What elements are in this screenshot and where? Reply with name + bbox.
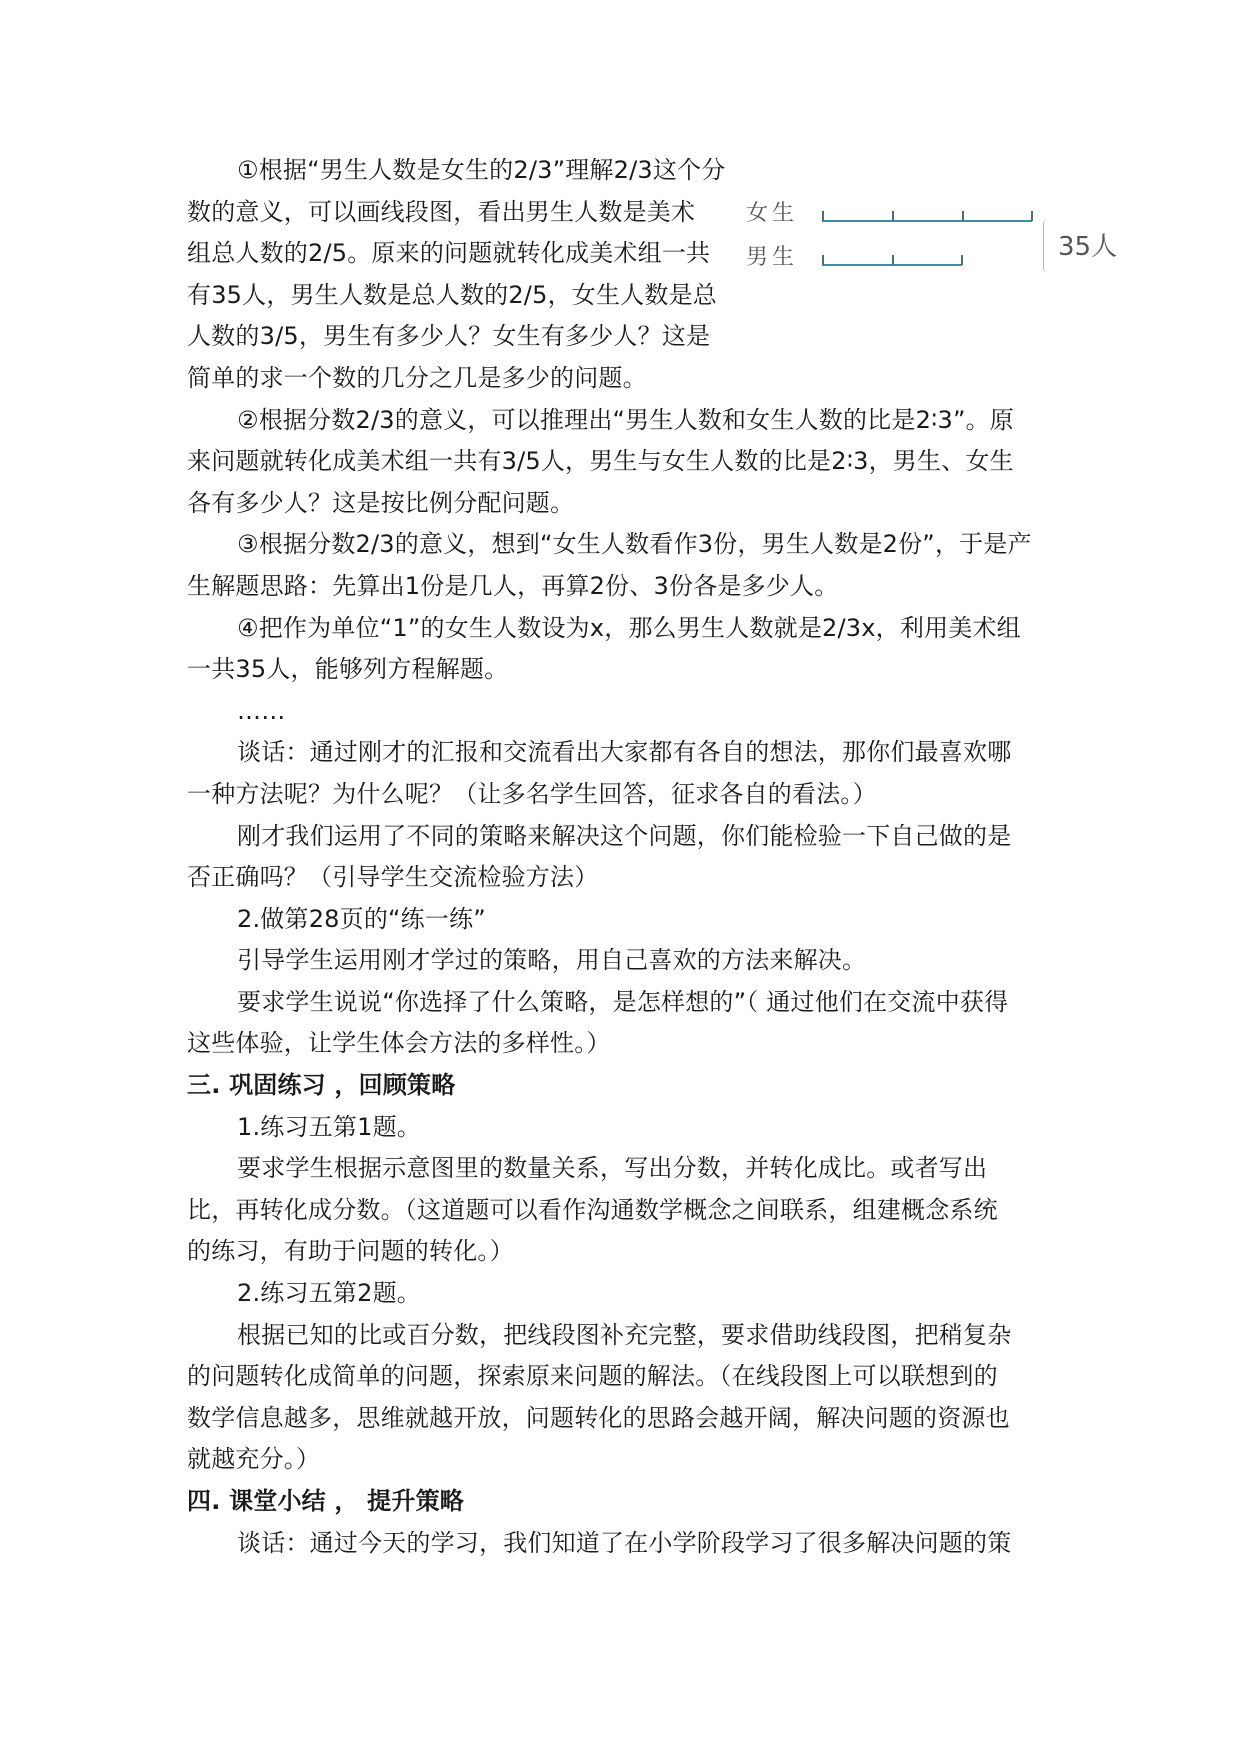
text-line: 2.练习五第2题。 [237, 1279, 421, 1308]
text-line: 1.练习五第1题。 [237, 1112, 421, 1141]
text-line: 刚才我们运用了不同的策略来解决这个问题，你们能检验一下自己做的是 [237, 821, 1012, 850]
text-line: 否正确吗？（引导学生交流检验方法） [187, 863, 599, 892]
text-line: 这些体验，让学生体会方法的多样性。） [187, 1029, 611, 1058]
text-line: 引导学生运用刚才学过的策略，用自己喜欢的方法来解决。 [237, 946, 867, 975]
text-line: ④把作为单位“1”的女生人数设为x，那么男生人数就是2/3x，利用美术组 [237, 613, 1021, 642]
girls-label: 女生 [746, 201, 799, 226]
text-line: 谈话：通过刚才的汇报和交流看出大家都有各自的想法，那你们最喜欢哪 [237, 738, 1012, 767]
text-line: 人数的3/5，男生有多少人？女生有多少人？这是 [187, 322, 711, 351]
text-line: 来问题就转化成美术组一共有3/5人，男生与女生人数的比是2∶3，男生、女生 [187, 447, 1014, 476]
text-line: 就越充分。） [187, 1445, 321, 1474]
text-line: 一共35人，能够列方程解题。 [187, 655, 509, 684]
text-line: 谈话：通过今天的学习，我们知道了在小学阶段学习了很多解决问题的策 [237, 1528, 1012, 1557]
text-line: 一种方法呢？为什么呢？（让多名学生回答，征求各自的看法。） [187, 779, 877, 808]
text-line: 比，再转化成分数。（这道题可以看作沟通数学概念之间联系，组建概念系统 [187, 1195, 998, 1224]
boys-label: 男生 [746, 245, 799, 270]
text-line: 的问题转化成简单的问题，探索原来问题的解法。（在线段图上可以联想到的 [187, 1362, 998, 1391]
text-line: 2.做第28页的“练一练” [237, 904, 486, 933]
text-line: 数的意义，可以画线段图，看出男生人数是美术 [187, 197, 696, 226]
text-line: 简单的求一个数的几分之几是多少的问题。 [187, 363, 647, 392]
text-line: 的练习，有助于问题的转化。） [187, 1237, 514, 1266]
section-heading: 四. 课堂小结 ， 提升策略 [187, 1487, 464, 1515]
text-line: 组总人数的2/5。原来的问题就转化成美术组一共 [187, 239, 711, 268]
section-heading: 三. 巩固练习 ，回顾策略 [187, 1071, 456, 1100]
text-line: 要求学生说说“你选择了什么策略，是怎样想的”（ 通过他们在交流中获得 [237, 987, 1009, 1016]
text-line: 要求学生根据示意图里的数量关系，写出分数，并转化成比。或者写出 [237, 1154, 988, 1183]
text-line: ②根据分数2/3的意义，可以推理出“男生人数和女生人数的比是2∶3”。原 [237, 405, 1014, 434]
document-body [187, 150, 1053, 1564]
text-line: 数学信息越多，思维就越开放，问题转化的思路会越开阔，解决问题的资源也 [187, 1403, 1010, 1432]
text-line: 根据已知的比或百分数，把线段图补充完整，要求借助线段图，把稍复杂 [237, 1320, 1012, 1349]
text-line: ①根据“男生人数是女生的2/3”理解2/3这个分 [237, 156, 726, 184]
text-line: …… [237, 696, 286, 725]
text-line: 有35人，男生人数是总人数的2/5，女生人数是总 [187, 280, 717, 309]
text-line: 生解题思路：先算出1份是几人，再算2份、3份各是多少人。 [187, 571, 839, 600]
text-line: ③根据分数2/3的意义，想到“女生人数看作3份，男生人数是2份”，于是产 [237, 530, 1032, 559]
text-line: 各有多少人？这是按比例分配问题。 [187, 488, 575, 517]
total-label: 35人 [1058, 232, 1118, 262]
